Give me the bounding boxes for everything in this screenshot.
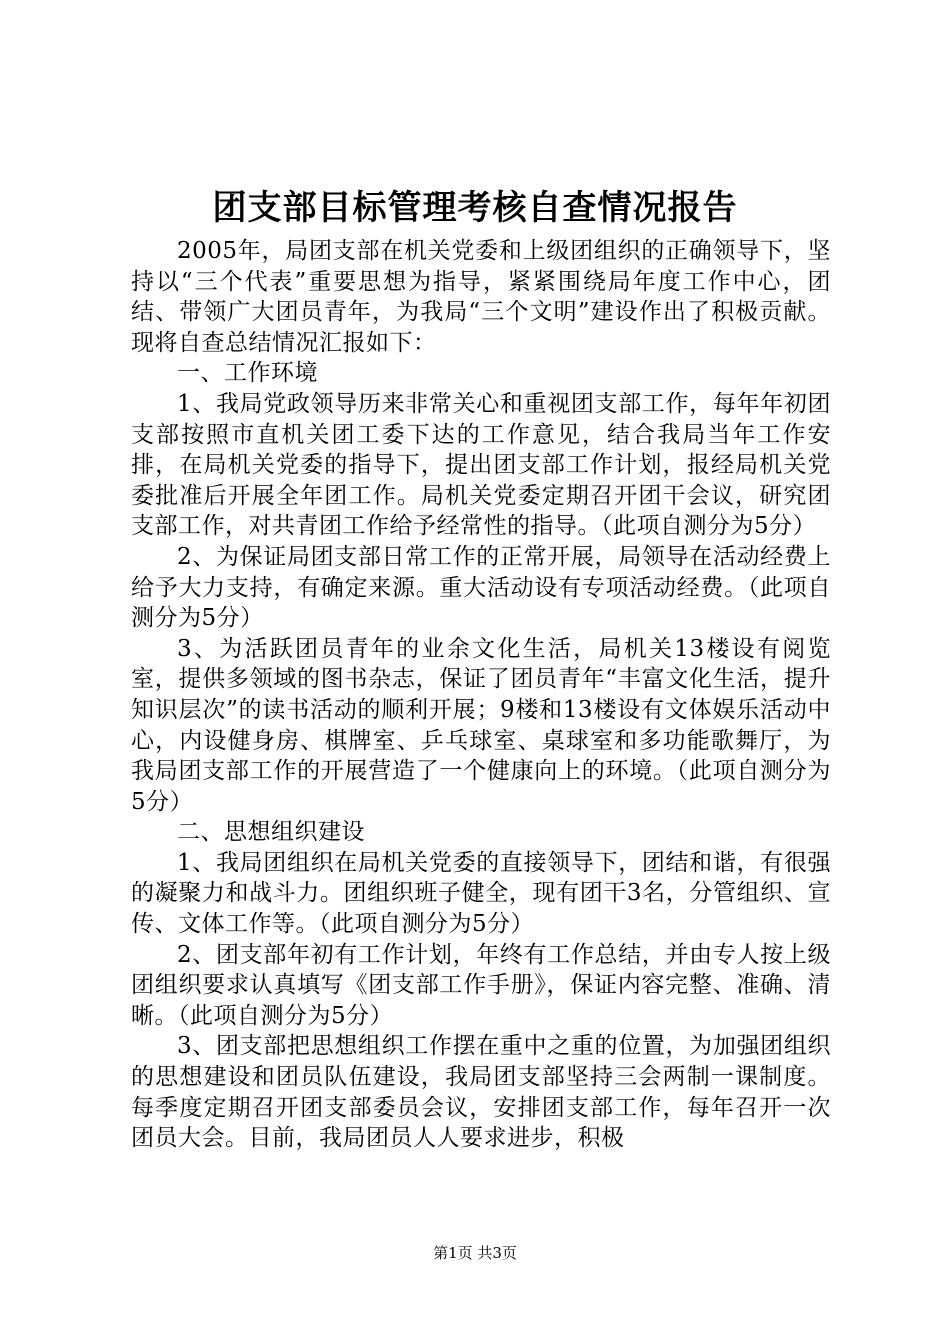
section-heading-organization: 二、思想组织建设 (177, 819, 365, 846)
section-heading-work-environment: 一、工作环境 (177, 360, 318, 387)
document-body (131, 236, 831, 1154)
page-footer: 第1页 共3页 (433, 1244, 517, 1262)
paragraph-org-1: 1、我局团组织在局机关党委的直接领导下，团结和谐，有很强的凝聚力和战斗力。团组织班子健全，现有团干3名，分管组织、宣传、文体工作等。（此项自测分为5分） (131, 849, 831, 938)
paragraph-org-2: 2、团支部年初有工作计划，年终有工作总结，并由专人按上级团组织要求认真填写《团支部工作手册》，保证内容完整、准确、清晰。（此项自测分为5分） (131, 941, 831, 1029)
document-title: 团支部目标管理考核自查情况报告 (212, 188, 738, 228)
paragraph-intro: 2005年，局团支部在机关党委和上级团组织的正确领导下，坚持以“三个代表”重要思想为指导，紧紧围绕局年度工作中心，团结、带领广大团员青年，为我局“三个文明”建设作出了积极贡献。现将自查总结情况汇报如下： (131, 238, 831, 356)
paragraph-env-1: 1、我局党政领导历来非常关心和重视团支部工作，每年年初团支部按照市直机关团工委下达的工作意见，结合我局当年工作安排，在局机关党委的指导下，提出团支部工作计划，报经局机关党委批准后开展全年团工作。局机关党委定期召开团干会议，研究团支部工作，对共青团工作给予经常性的指导。（此项自测分为5分） (131, 390, 831, 540)
paragraph-org-3: 3、团支部把思想组织工作摆在重中之重的位置，为加强团组织的思想建设和团员队伍建设，我局团支部坚持三会两制一课制度。每季度定期召开团支部委员会议，安排团支部工作，每年召开一次团员大会。目前，我局团员人人要求进步，积极 (131, 1033, 831, 1152)
paragraph-env-3: 3、为活跃团员青年的业余文化生活，局机关13楼设有阅览室，提供多领域的图书杂志，保证了团员青年“丰富文化生活，提升知识层次”的读书活动的顺利开展；9楼和13楼设有文体娱乐活动中心，内设健身房、棋牌室、乒乓球室、桌球室和多功能歌舞厅，为我局团支部工作的开展营造了一个健康向上的环境。（此项自测分为5分） (131, 635, 831, 815)
paragraph-env-2: 2、为保证局团支部日常工作的正常开展，局领导在活动经费上给予大力支持，有确定来源。重大活动设有专项活动经费。（此项自测分为5分） (131, 543, 831, 632)
